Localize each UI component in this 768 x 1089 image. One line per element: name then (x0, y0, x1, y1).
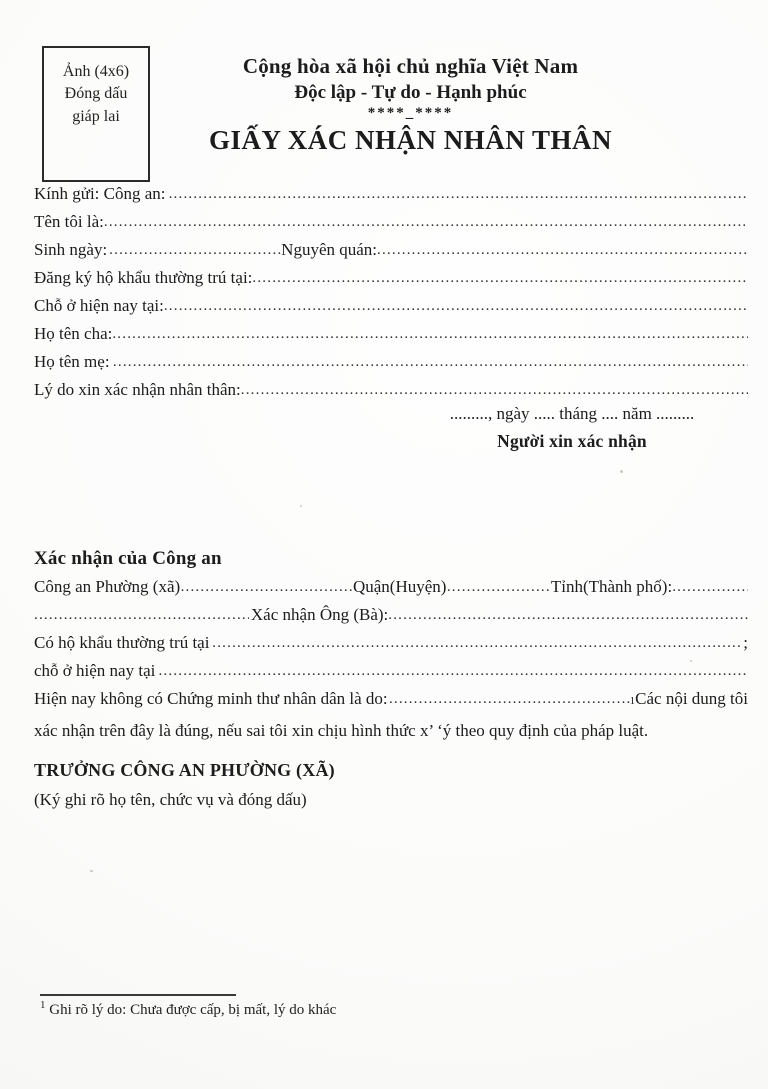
current-label: chỗ ở hiện nay tại (34, 661, 156, 680)
dotted-fill (389, 691, 630, 708)
applicant-signature-block (438, 404, 706, 452)
province-label: Tỉnh(Thành phố): (550, 577, 673, 596)
confirmation-line-person (34, 605, 748, 633)
document-header (158, 54, 663, 156)
form-line-permanent-residence (34, 268, 748, 296)
dotted-fill (113, 354, 748, 371)
photo-box-line1: Ảnh (4x6) (62, 63, 130, 80)
form-line-name (34, 212, 748, 240)
origin-label: Nguyên quán: (281, 240, 378, 259)
document-title: GIẤY XÁC NHẬN NHÂN THÂN (208, 125, 612, 155)
applicant-form (34, 184, 748, 408)
no-id-label: Hiện nay không có Chứng minh thư nhân dân là do: (34, 689, 388, 708)
dotted-fill (34, 607, 249, 624)
footnote-divider (40, 994, 236, 996)
current-residence-label: Chỗ ở hiện nay tại: (34, 296, 164, 315)
photo-box-line3: giáp lai (72, 107, 120, 125)
date-line: ........., ngày ..... tháng .... năm ......... (449, 404, 695, 423)
officer-signing-note: (Ký ghi rõ họ tên, chức vụ và đóng dấu) (34, 790, 307, 809)
confirm-person-label: Xác nhận Ông (Bà): (250, 605, 389, 624)
scan-speck (300, 505, 302, 507)
reason-label: Lý do xin xác nhận nhân thân: (34, 380, 241, 399)
name-label: Tên tôi là: (34, 212, 104, 231)
footnote-text: Ghi rõ lý do: Chưa được cấp, bị mất, lý do khác (45, 1002, 337, 1018)
dotted-fill (212, 635, 743, 652)
district-label: Quận(Huyện) (352, 577, 447, 596)
registered-label: Có hộ khẩu thường trú tại (34, 633, 210, 652)
footnote-block (40, 994, 740, 1019)
footnote-text-line (40, 999, 740, 1019)
dob-label: Sinh ngày: (34, 240, 108, 259)
ward-label: Công an Phường (xã) (34, 577, 181, 596)
confirmation-line-no-id: Hiện nay không có Chứng minh thư nhân dân là do: ..... 1 Các nội dung tôi (34, 689, 748, 717)
father-name-label: Họ tên cha: (34, 324, 113, 343)
dotted-fill (109, 242, 281, 259)
no-id-tail-text: Các nội dung tôi (635, 689, 748, 708)
national-motto: Độc lập - Tự do - Hạnh phúc (294, 82, 527, 103)
scan-speck (90, 870, 93, 872)
registered-end-mark: ; (743, 633, 748, 652)
dotted-fill (388, 607, 748, 624)
form-line-dob-origin (34, 240, 748, 268)
star-separator: ****_**** (367, 105, 454, 121)
footnote-number: 1 (40, 999, 46, 1011)
form-line-current-residence (34, 296, 748, 324)
confirmation-line-registered (34, 633, 748, 661)
dotted-fill (672, 579, 748, 596)
form-line-recipient (34, 184, 748, 212)
confirmation-line-current (34, 661, 748, 689)
photo-box-line2: Đóng dấu (64, 85, 128, 103)
dotted-fill (104, 214, 748, 231)
confirmation-section-title: Xác nhận của Công an (34, 548, 222, 569)
dotted-fill (241, 382, 748, 399)
permanent-residence-label: Đăng ký hộ khẩu thường trú tại: (34, 268, 253, 287)
dotted-fill (181, 579, 353, 596)
dotted-fill (164, 298, 748, 315)
applicant-signer-label: Người xin xác nhận (497, 431, 647, 451)
officer-signature-block (34, 760, 634, 810)
dotted-fill (447, 579, 551, 596)
dotted-fill (252, 270, 748, 287)
recipient-label: Kính gửi: Công an: (34, 184, 166, 203)
dotted-fill (377, 242, 748, 259)
national-title: Cộng hòa xã hội chủ nghĩa Việt Nam (242, 54, 579, 78)
police-confirmation-section (34, 548, 748, 745)
dotted-fill (169, 186, 748, 203)
dotted-fill (112, 326, 748, 343)
scan-speck (620, 470, 623, 473)
dotted-fill (158, 663, 748, 680)
mother-name-label: Họ tên mẹ: (34, 352, 110, 371)
photo-placeholder-box (42, 46, 150, 182)
officer-title: TRƯỞNG CÔNG AN PHƯỜNG (XÃ) (34, 760, 335, 780)
scan-speck (690, 660, 692, 662)
confirmation-closing-text: xác nhận trên đây là đúng, nếu sai tôi xin chịu hình thức x’ ‘ý theo quy định của pháp luật. (34, 721, 649, 740)
confirmation-line-ward-district-province (34, 577, 748, 605)
form-line-father (34, 324, 748, 352)
form-line-mother (34, 352, 748, 380)
